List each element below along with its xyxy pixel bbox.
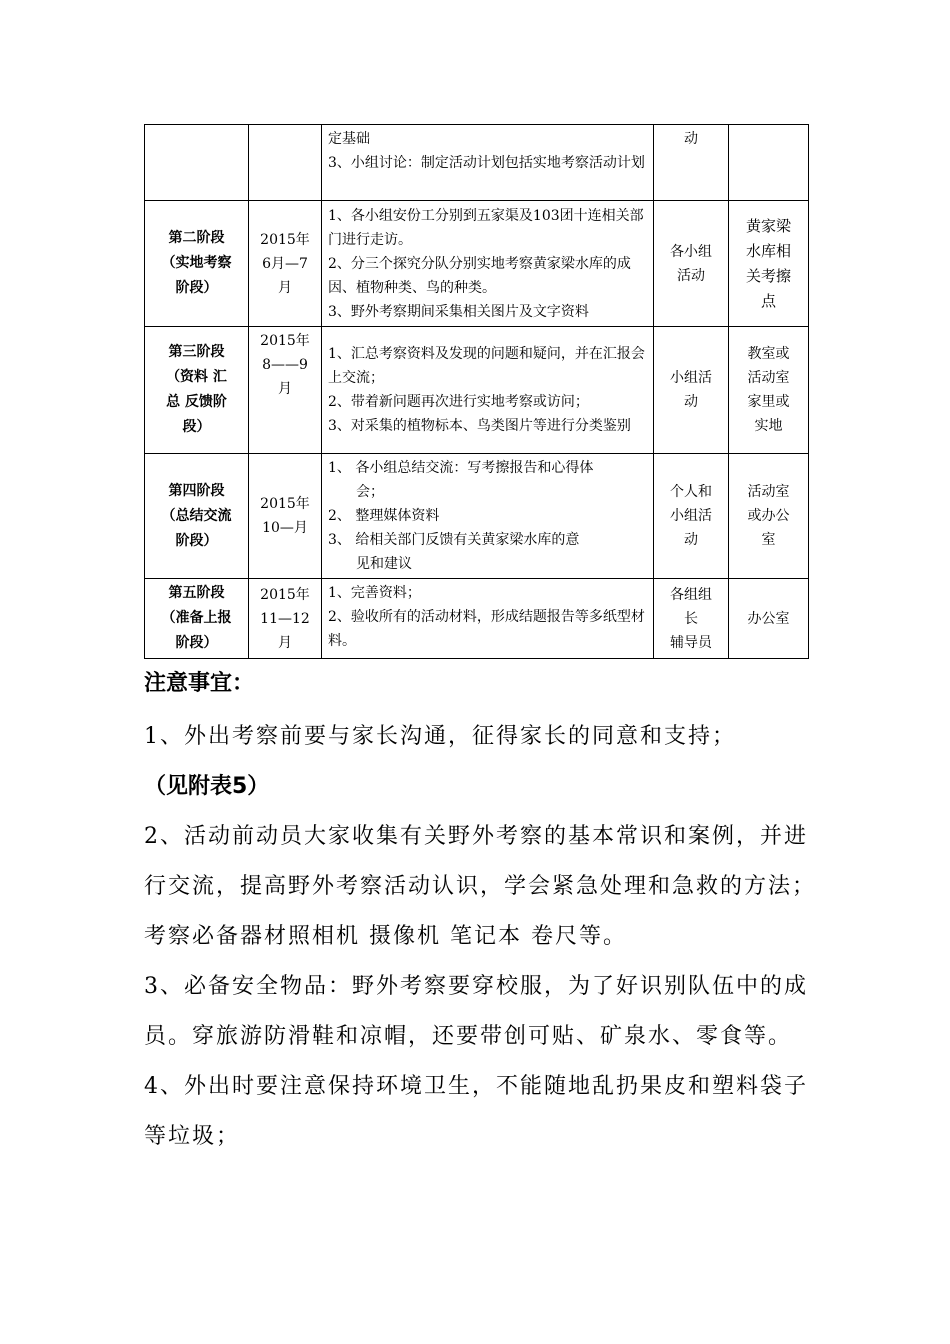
content-line: 见和建议 (356, 556, 412, 572)
stage-line: 第三阶段 (168, 344, 225, 360)
form-cell (654, 125, 729, 201)
form-line: 各组组 (670, 586, 712, 603)
stage-cell (145, 125, 249, 201)
place-line: 家里或 (747, 394, 790, 410)
content-cell (322, 201, 654, 327)
form-line: 小组活 (670, 370, 712, 386)
time-line: 2015年 (260, 586, 310, 603)
stage-line: 段） (182, 419, 211, 435)
content-line: 2、分三个探究分队分别实地考察黄家梁水库的成因、植物种类、鸟的种类。 (328, 255, 631, 296)
place-line: 教室或 (747, 346, 790, 362)
place-line: 关考擦 (745, 266, 791, 285)
content-line: 会； (356, 484, 384, 500)
time-cell (249, 201, 322, 327)
form-cell (654, 201, 729, 327)
stage-cell (145, 327, 249, 454)
stage-line: 阶段） (175, 635, 218, 651)
stage-line: 阶段） (175, 280, 218, 296)
content-line: 2、 整理媒体资料 (328, 508, 440, 524)
place-line: 活动室 (747, 370, 790, 386)
content-line: 定基础 (328, 131, 370, 147)
stage-line: （实地考察 (161, 255, 232, 271)
stage-cell (145, 579, 249, 659)
time-cell (249, 454, 322, 579)
note-item-1: 1、外出考察前要与家长沟通，征得家长的同意和支持； (144, 724, 736, 749)
note-item-4: 4、外出时要注意保持环境卫生，不能随地乱扔果皮和塑料袋子等垃圾； (144, 1074, 808, 1149)
activity-plan-table (144, 124, 809, 659)
time-line: 2015年 (260, 496, 310, 512)
content-line: 3、野外考察期间采集相关图片及文字资料 (328, 303, 589, 320)
content-cell (322, 454, 654, 579)
stage-line: （总结交流 (161, 507, 232, 524)
place-line: 黄家梁 (745, 216, 791, 235)
form-cell (654, 327, 729, 454)
time-line: 月 (278, 381, 292, 397)
form-cell (654, 454, 729, 579)
form-line: 各小组 (670, 243, 712, 260)
form-text: 动 (684, 131, 698, 147)
place-line: 室 (761, 532, 776, 548)
time-line: 2015年 (260, 333, 310, 349)
notes-section (144, 662, 824, 1162)
place-line: 或办公 (747, 508, 790, 524)
time-line: 10—月 (262, 520, 308, 536)
time-line: 月 (278, 634, 292, 651)
form-line: 个人和 (670, 484, 712, 500)
place-cell (729, 201, 809, 327)
content-line: 2、验收所有的活动材料，形成结题报告等多纸型材料。 (328, 609, 645, 649)
stage-line: 第四阶段 (168, 482, 225, 499)
stage-line: 阶段） (175, 532, 218, 549)
place-line: 点 (760, 291, 776, 310)
content-cell (322, 327, 654, 454)
content-line: 3、对采集的植物标本、鸟类图片等进行分类鉴别 (328, 418, 631, 434)
content-cell (322, 579, 654, 659)
time-cell (249, 125, 322, 201)
form-line: 动 (684, 532, 698, 548)
form-line: 长 (684, 610, 698, 627)
time-line: 11—12 (260, 610, 310, 627)
place-line: 实地 (754, 418, 783, 434)
form-cell (654, 579, 729, 659)
time-cell (249, 579, 322, 659)
place-line: 活动室 (747, 484, 790, 500)
time-line: 2015年 (260, 231, 310, 248)
stage-line: （准备上报 (161, 610, 232, 626)
stage-cell (145, 201, 249, 327)
content-line: 3、 给相关部门反馈有关黄家梁水库的意 (328, 532, 580, 548)
time-cell (249, 327, 322, 454)
table-row (145, 327, 809, 454)
table-row (145, 201, 809, 327)
place-cell (729, 579, 809, 659)
notes-title: 注意事宜： (144, 671, 255, 696)
table-row (145, 579, 809, 659)
note-item-1-reference: （见附表5） (144, 774, 270, 799)
content-line: 1、完善资料； (328, 585, 421, 601)
content-line: 1、各小组安份工分别到五家渠及103团十连相关部门进行走访。 (328, 207, 644, 248)
place-cell (729, 454, 809, 579)
time-line: 8——9 (262, 357, 308, 373)
table-row (145, 125, 809, 201)
table-row (145, 454, 809, 579)
stage-line: （资料 汇 (166, 369, 227, 385)
place-line: 办公室 (747, 610, 790, 627)
time-line: 月 (278, 279, 292, 296)
stage-cell (145, 454, 249, 579)
stage-line: 总 反馈阶 (166, 394, 227, 410)
note-item-3: 3、必备安全物品：野外考察要穿校服，为了好识别队伍中的成员。穿旅游防滑鞋和凉帽，还要带创可贴、矿泉水、零食等。 (144, 974, 808, 1049)
form-line: 小组活 (670, 508, 712, 524)
stage-line: 第五阶段 (168, 585, 225, 601)
content-line: 3、小组讨论：制定活动计划包括实地考察活动计划 (328, 155, 645, 171)
place-cell (729, 125, 809, 201)
content-line: 2、带着新问题再次进行实地考察或访问； (328, 394, 589, 410)
content-cell (322, 125, 654, 201)
form-line: 活动 (677, 267, 705, 284)
form-line: 辅导员 (670, 634, 712, 651)
time-line: 6月—7 (262, 255, 308, 272)
place-cell (729, 327, 809, 454)
content-line: 1、 各小组总结交流：写考擦报告和心得体 (328, 460, 594, 476)
note-item-2: 2、活动前动员大家收集有关野外考察的基本常识和案例，并进行交流，提高野外考察活动认识，学会紧急处理和急救的方法；考察必备器材照相机 摄像机 笔记本 卷尺等。 (144, 824, 817, 949)
stage-line: 第二阶段 (168, 230, 225, 246)
place-line: 水库相 (745, 241, 791, 260)
form-line: 动 (684, 394, 698, 410)
content-line: 1、汇总考察资料及发现的问题和疑问，并在汇报会上交流； (328, 346, 645, 386)
